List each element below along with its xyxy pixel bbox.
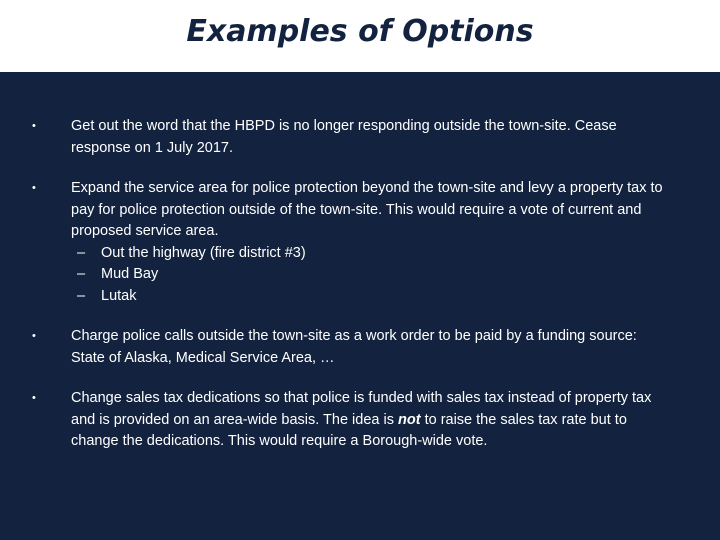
bullet-marker: • bbox=[32, 392, 36, 404]
bullet-text-part: Change sales tax dedications so that police is funded with sales tax instead of property tax and is provided on an area-wide basis. The idea is bbox=[71, 390, 652, 428]
bullet-text: Get out the word that the HBPD is no longer responding outside the town-site. Cease response on 1 July 2017. bbox=[71, 118, 617, 156]
bullet-marker: • bbox=[32, 120, 36, 132]
bullet-item bbox=[0, 326, 720, 369]
slide-title: Examples of Options bbox=[186, 14, 534, 49]
dash-marker: – bbox=[77, 244, 86, 261]
sub-item bbox=[71, 243, 664, 265]
emphasis-text: not bbox=[398, 411, 421, 428]
bullet-text bbox=[71, 390, 651, 449]
sub-item-text: Mud Bay bbox=[101, 266, 159, 282]
title-bar bbox=[0, 0, 720, 72]
sub-item-text: Lutak bbox=[101, 287, 137, 304]
bullet-text: Charge police calls outside the town-site as a work order to be paid by a funding source: State of Alaska, Medical Service Area, … bbox=[71, 328, 637, 366]
bullet-text: Expand the service area for police protection beyond the town-site and levy a property tax to pay for police protection outside of the town-site. This would require a vote of current and proposed service area. bbox=[71, 180, 663, 239]
bullet-item bbox=[0, 388, 720, 453]
sub-item bbox=[71, 286, 664, 308]
slide-content bbox=[0, 116, 720, 453]
sub-list bbox=[71, 243, 664, 308]
dash-marker: – bbox=[77, 266, 86, 282]
sub-item bbox=[71, 264, 664, 286]
bullet-item bbox=[0, 116, 720, 159]
bullet-text-part: to raise the sales tax rate but to change the dedications. This would require a Borough-wide vote. bbox=[71, 411, 627, 449]
bullet-marker: • bbox=[32, 330, 36, 342]
dash-marker: – bbox=[77, 287, 86, 304]
bullet-marker: • bbox=[32, 182, 36, 194]
bullet-item bbox=[0, 178, 720, 307]
sub-item-text: Out the highway (fire district #3) bbox=[101, 244, 306, 261]
